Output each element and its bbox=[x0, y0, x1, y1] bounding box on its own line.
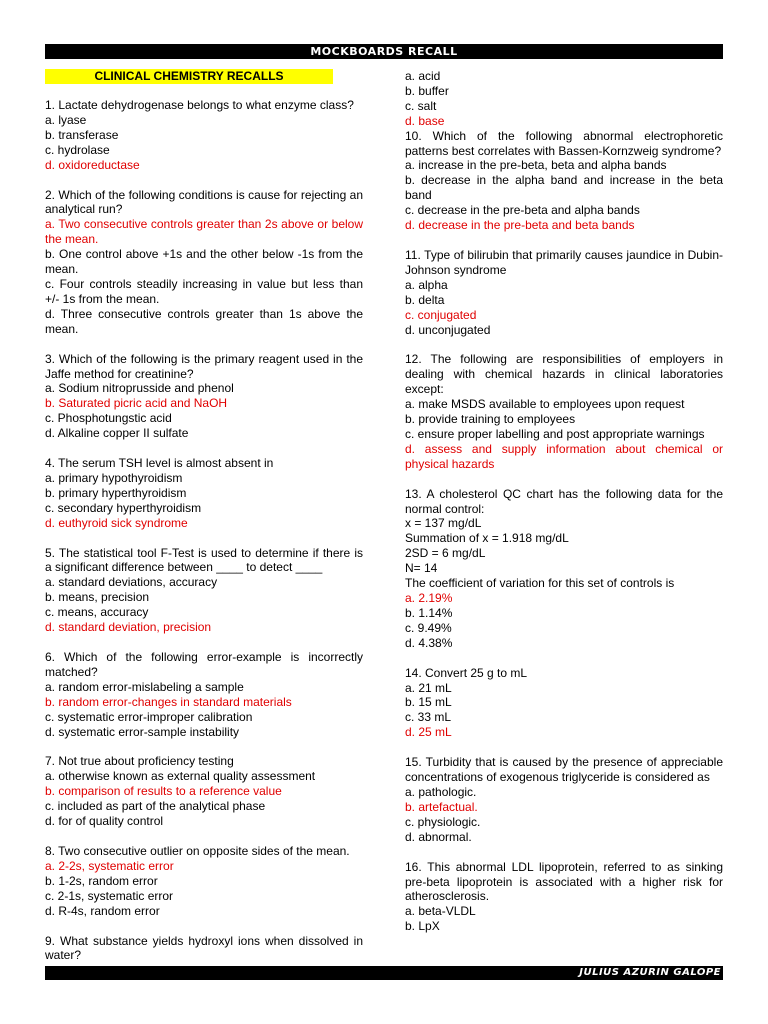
option: a. increase in the pre-beta, beta and alpha bands bbox=[405, 158, 667, 173]
question-item bbox=[405, 860, 723, 935]
question-stem: 7. Not true about proficiency testing bbox=[45, 754, 234, 769]
question-item bbox=[45, 98, 363, 173]
question-data-line: 2SD = 6 mg/dL bbox=[405, 546, 486, 561]
option: b. means, precision bbox=[45, 590, 150, 605]
question-item bbox=[45, 188, 363, 337]
answer-option: d. euthyroid sick syndrome bbox=[45, 515, 188, 530]
option: c. means, accuracy bbox=[45, 605, 149, 620]
question-stem: 8. Two consecutive outlier on opposite sides of the mean. bbox=[45, 843, 350, 858]
answer-option: d. base bbox=[405, 113, 445, 128]
question-stem: 11. Type of bilirubin that primarily causes jaundice in Dubin-Johnson syndrome bbox=[405, 247, 723, 277]
answer-option: d. oxidoreductase bbox=[45, 157, 140, 172]
option: a. acid bbox=[405, 69, 441, 83]
question-stem: 14. Convert 25 g to mL bbox=[405, 665, 528, 680]
question-item bbox=[405, 129, 723, 233]
option: d. R-4s, random error bbox=[45, 903, 160, 918]
answer-option: b. comparison of results to a reference value bbox=[45, 784, 282, 799]
option: c. Four controls steadily increasing in value but less than +/- 1s from the mean. bbox=[45, 276, 363, 306]
answer-option: a. Two consecutive controls greater than 2s above or below the mean. bbox=[45, 217, 363, 247]
question-data-line: Summation of x = 1.918 mg/dL bbox=[405, 531, 569, 546]
question-item bbox=[405, 755, 723, 844]
question-stem: 9. What substance yields hydroxyl ions when dissolved in water? bbox=[45, 933, 363, 963]
header-title: MOCKBOARDS RECALL bbox=[310, 45, 458, 58]
answer-option: d. 25 mL bbox=[405, 725, 452, 740]
question-item bbox=[405, 248, 723, 337]
option: a. make MSDS available to employees upon request bbox=[405, 397, 685, 412]
header-banner bbox=[45, 44, 723, 59]
option: c. 2-1s, systematic error bbox=[45, 888, 174, 903]
left-column bbox=[45, 69, 363, 978]
option: b. provide training to employees bbox=[405, 412, 576, 427]
option: b. decrease in the alpha band and increase in the beta band bbox=[405, 173, 723, 203]
option: c. Phosphotungstic acid bbox=[45, 411, 172, 426]
option: c. 33 mL bbox=[405, 710, 452, 725]
option: d. for of quality control bbox=[45, 814, 164, 829]
question-data-line: N= 14 bbox=[405, 561, 438, 576]
question-item bbox=[45, 456, 363, 531]
option: c. secondary hyperthyroidism bbox=[45, 500, 202, 515]
question-item bbox=[45, 754, 363, 829]
option: a. beta-VLDL bbox=[405, 904, 476, 919]
option: b. buffer bbox=[405, 83, 449, 98]
option: a. alpha bbox=[405, 277, 448, 292]
footer-banner bbox=[45, 966, 723, 980]
answer-option: d. standard deviation, precision bbox=[45, 620, 212, 635]
option: d. 4.38% bbox=[405, 635, 453, 650]
question-stem: 15. Turbidity that is caused by the presence of appreciable concentrations of exogenous triglyceride is considered as bbox=[405, 755, 723, 785]
question-item bbox=[405, 352, 723, 471]
question-item bbox=[405, 69, 723, 129]
option: d. unconjugated bbox=[405, 322, 491, 337]
answer-option: d. decrease in the pre-beta and beta bands bbox=[405, 218, 635, 233]
answer-option: a. 2-2s, systematic error bbox=[45, 858, 174, 873]
option: c. decrease in the pre-beta and alpha bands bbox=[405, 203, 640, 218]
question-stem: 10. Which of the following abnormal electrophoretic patterns best correlates with Bassen-Kornzweig syndrome? bbox=[405, 128, 723, 158]
option: d. systematic error-sample instability bbox=[45, 724, 240, 739]
question-stem: 2. Which of the following conditions is cause for rejecting an analytical run? bbox=[45, 187, 363, 217]
question-item bbox=[45, 650, 363, 739]
option: b. delta bbox=[405, 292, 445, 307]
option: c. hydrolase bbox=[45, 142, 110, 157]
option: c. 9.49% bbox=[405, 620, 452, 635]
option: a. Sodium nitroprusside and phenol bbox=[45, 381, 234, 396]
option: b. 1-2s, random error bbox=[45, 873, 158, 888]
answer-option: b. random error-changes in standard materials bbox=[45, 694, 292, 709]
option: a. pathologic. bbox=[405, 784, 477, 799]
question-stem: 4. The serum TSH level is almost absent in bbox=[45, 456, 274, 471]
question-stem: 12. The following are responsibilities of employers in dealing with chemical hazards in clinical laboratories except: bbox=[405, 352, 723, 397]
left-question-list bbox=[45, 98, 363, 963]
question-stem: 16. This abnormal LDL lipoprotein, referred to as sinking pre-beta lipoprotein is associated with a higher risk for atherosclerosis. bbox=[405, 859, 723, 904]
option: c. included as part of the analytical phase bbox=[45, 799, 266, 814]
option: a. lyase bbox=[45, 112, 87, 127]
question-item bbox=[405, 487, 723, 651]
question-item bbox=[45, 352, 363, 441]
question-stem: 3. Which of the following is the primary reagent used in the Jaffe method for creatinine? bbox=[45, 351, 363, 381]
option: b. One control above +1s and the other below -1s from the mean. bbox=[45, 247, 363, 277]
option: c. salt bbox=[405, 98, 437, 113]
option: c. systematic error-improper calibration bbox=[45, 709, 253, 724]
question-item bbox=[45, 844, 363, 919]
right-column bbox=[405, 69, 723, 949]
option: b. 1.14% bbox=[405, 605, 453, 620]
section-title: CLINICAL CHEMISTRY RECALLS bbox=[45, 69, 333, 84]
question-item bbox=[45, 546, 363, 635]
footer-author: JULIUS AZURIN GALOPE bbox=[579, 967, 721, 978]
question-data-line: x = 137 mg/dL bbox=[405, 516, 482, 531]
option: a. primary hypothyroidism bbox=[45, 470, 183, 485]
answer-option: b. Saturated picric acid and NaOH bbox=[45, 396, 228, 411]
option: b. LpX bbox=[405, 919, 440, 934]
question-stem: 13. A cholesterol QC chart has the following data for the normal control: bbox=[405, 486, 723, 516]
option: c. physiologic. bbox=[405, 814, 481, 829]
right-question-list bbox=[405, 69, 723, 934]
answer-option: c. conjugated bbox=[405, 307, 477, 322]
option: c. ensure proper labelling and post appropriate warnings bbox=[405, 426, 705, 441]
option: a. standard deviations, accuracy bbox=[45, 575, 218, 590]
answer-option: d. assess and supply information about chemical or physical hazards bbox=[405, 441, 723, 471]
question-data-line: The coefficient of variation for this set of controls is bbox=[405, 576, 675, 591]
answer-option: a. 2.19% bbox=[405, 591, 453, 605]
question-stem: 1. Lactate dehydrogenase belongs to what enzyme class? bbox=[45, 98, 354, 112]
option: b. 15 mL bbox=[405, 695, 452, 710]
question-item bbox=[45, 934, 363, 964]
option: b. primary hyperthyroidism bbox=[45, 485, 187, 500]
question-stem: 5. The statistical tool F-Test is used to determine if there is a significant difference between ____ to detect ____ bbox=[45, 545, 363, 575]
option: d. abnormal. bbox=[405, 829, 472, 844]
question-item bbox=[405, 666, 723, 741]
option: b. transferase bbox=[45, 127, 119, 142]
option: d. Alkaline copper II sulfate bbox=[45, 426, 189, 441]
option: d. Three consecutive controls greater than 1s above the mean. bbox=[45, 306, 363, 336]
option: a. random error-mislabeling a sample bbox=[45, 679, 244, 694]
question-stem: 6. Which of the following error-example is incorrectly matched? bbox=[45, 650, 363, 679]
option: a. otherwise known as external quality assessment bbox=[45, 769, 316, 784]
answer-option: b. artefactual. bbox=[405, 799, 478, 814]
option: a. 21 mL bbox=[405, 680, 452, 695]
